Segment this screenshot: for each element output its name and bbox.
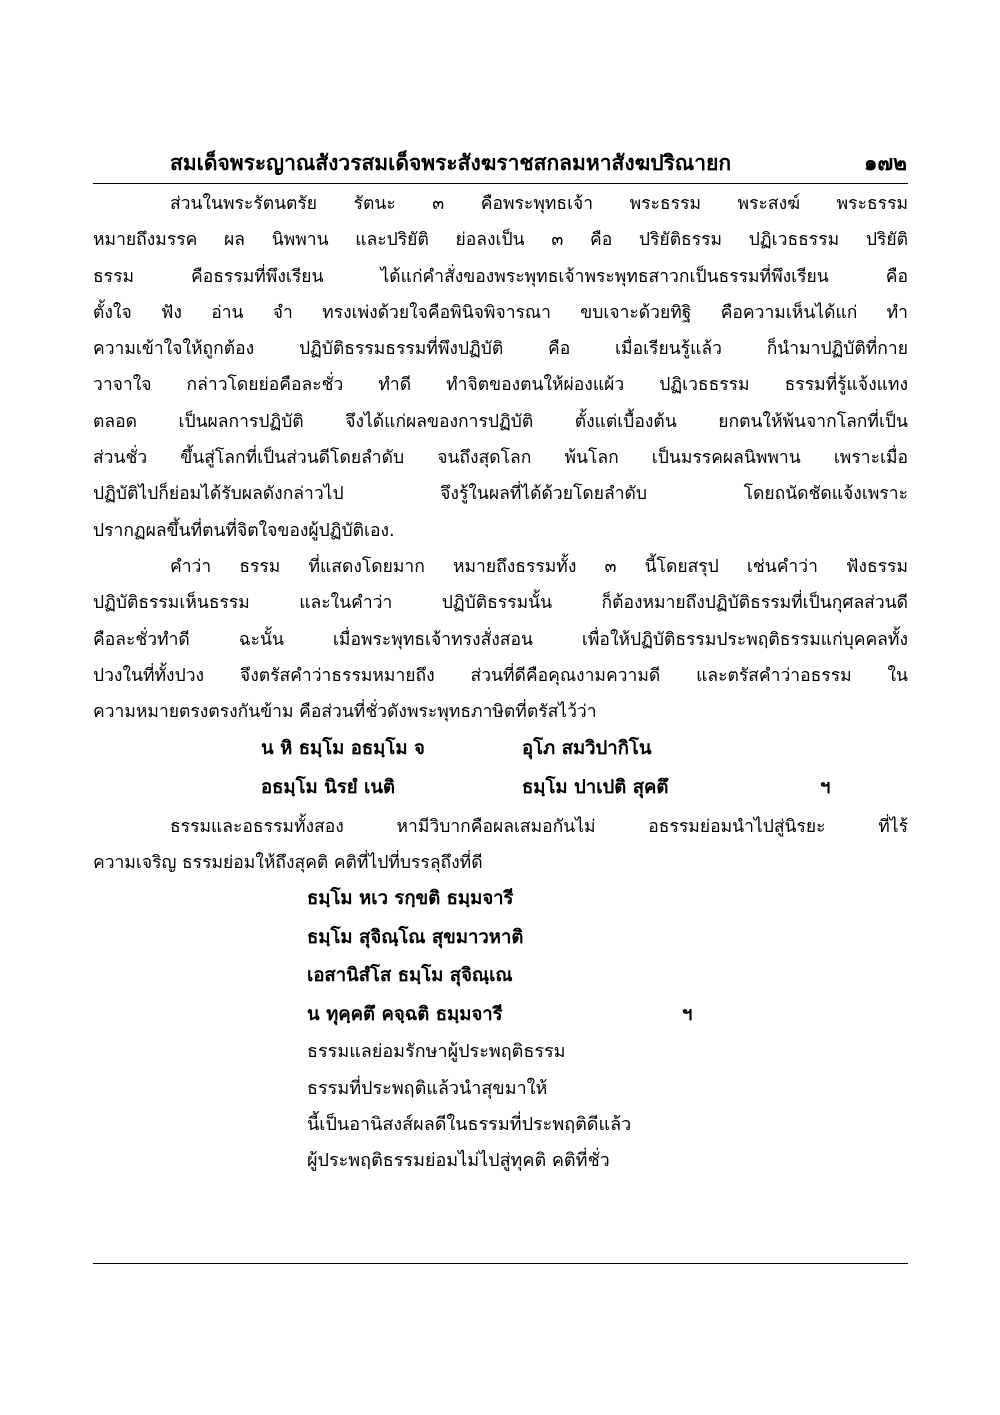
text-line: ธรรม คือธรรมที่พึงเรียน ได้แก่คำสั่งของพระพุทธเจ้าพระพุทธสาวกเป็นธรรมที่พึงเรียน คือ (93, 266, 908, 287)
header-divider (93, 183, 908, 184)
text-line: ความหมายตรงตรงกันข้าม คือส่วนที่ชั่วดังพระพุทธภาษิตที่ตรัสไว้ว่า (93, 702, 597, 723)
translation-line: ธรรมที่ประพฤติแล้วนำสุขมาให้ (307, 1078, 548, 1099)
text-line: หมายถึงมรรค ผล นิพพาน และปริยัติ ย่อลงเป็น ๓ คือ ปริยัติธรรม ปฏิเวธธรรม ปริยัติ (93, 230, 908, 251)
pali-verse-line: เอสานิสํโส ธมฺโม สุจิณฺเณ (307, 965, 513, 986)
text-line: ปฏิบัติไปก็ย่อมได้รับผลดังกล่าวไป จึงรู้ในผลที่ได้ด้วยโดยลำดับ โดยถนัดชัดแจ้งเพราะ (93, 484, 908, 505)
text-line: ปฏิบัติธรรมเห็นธรรม และในคำว่า ปฏิบัติธรรมนั้น ก็ต้องหมายถึงปฏิบัติธรรมที่เป็นกุศลส่วนดี (93, 593, 908, 614)
text-line: ตั้งใจ ฟัง อ่าน จำ ทรงเพ่งด้วยใจคือพินิจพิจารณา ขบเจาะด้วยทิฐิ คือความเห็นได้แก่ ทำ (93, 302, 908, 323)
text-line: ตลอด เป็นผลการปฏิบัติ จึงได้แก่ผลของการปฏิบัติ ตั้งแต่เบื้องต้น ยกตนให้พ้นจากโลกที่เป็น (93, 411, 908, 432)
pali-verse-line: น ทุคฺคตึ คจฺฉติ ธมฺมจารี (307, 1004, 503, 1025)
pali-verse-line (0, 769, 1000, 807)
translation-line: นี้เป็นอานิสงส์ผลดีในธรรมที่ประพฤติดีแล้ว (307, 1114, 632, 1135)
paragraph-1 (93, 186, 908, 549)
verse-hemistich: ธมฺโม ปาเปติ สุคตึ (522, 777, 669, 798)
verse-hemistich: น หิ ธมฺโม อธมฺโม จ (261, 738, 425, 759)
text-line: ส่วนในพระรัตนตรัย รัตนะ ๓ คือพระพุทธเจ้า พระธรรม พระสงฆ์ พระธรรม (170, 194, 908, 214)
text-line: ธรรมและอธรรมทั้งสอง หามีวิบากคือผลเสมอกันไม่ อธรรมย่อมนำไปสู่นิรยะ ที่ไร้ (170, 817, 908, 837)
text-line: ปรากฏผลขึ้นที่ตนที่จิตใจของผู้ปฏิบัติเอง. (93, 520, 395, 541)
pali-verse-line: ธมฺโม หเว รกฺขติ ธมฺมจารี (307, 888, 514, 909)
verse-hemistich: อุโภ สมวิปากิโน (522, 738, 652, 759)
page-number: ๑๗๒ (864, 151, 907, 175)
verse-end-mark: ฯ (820, 777, 831, 798)
text-line: ส่วนชั่ว ขึ้นสู่โลกที่เป็นส่วนดีโดยลำดับ จนถึงสุดโลก พ้นโลก เป็นมรรคผลนิพพาน เพราะเมื่อ (93, 448, 908, 469)
paragraph-2 (93, 549, 908, 730)
footer-divider (93, 1263, 908, 1264)
text-line: วาจาใจ กล่าวโดยย่อคือละชั่ว ทำดี ทำจิตของตนให้ผ่องแผ้ว ปฏิเวธธรรม ธรรมที่รู้แจ้งแทง (93, 375, 908, 396)
verse-end-mark: ฯ (682, 1004, 693, 1025)
page-header (93, 146, 907, 180)
text-line: คำว่า ธรรม ที่แสดงโดยมาก หมายถึงธรรมทั้ง ๓ นี้โดยสรุป เช่นคำว่า ฟังธรรม (170, 557, 908, 577)
translation-line: ผู้ประพฤติธรรมย่อมไม่ไปสู่ทุคติ คติที่ชั่ว (307, 1150, 610, 1171)
pali-verse-line (0, 730, 1000, 768)
text-line: ความเข้าใจให้ถูกต้อง ปฏิบัติธรรมธรรมที่พึงปฏิบัติ คือ เมื่อเรียนรู้แล้ว ก็นำมาปฏิบัติที่กาย (93, 339, 908, 360)
pali-verse-line: ธมฺโม สุจิณฺโณ สุขมาวหาติ (307, 927, 524, 948)
verse-hemistich: อธมฺโม นิรยํ เนติ (261, 777, 396, 798)
paragraph-3 (93, 809, 908, 882)
running-title: สมเด็จพระญาณสังวรสมเด็จพระสังฆราชสกลมหาสังฆปริณายก (170, 151, 732, 175)
translation-line: ธรรมแลย่อมรักษาผู้ประพฤติธรรม (307, 1041, 566, 1062)
text-line: ปวงในที่ทั้งปวง จึงตรัสคำว่าธรรมหมายถึง ส่วนที่ดีคือคุณงามความดี และตรัสคำว่าอธรรม ใน (93, 665, 908, 686)
text-line: ความเจริญ ธรรมย่อมให้ถึงสุคติ คติที่ไปที่บรรลุถึงที่ดี (93, 853, 483, 874)
text-line: คือละชั่วทำดี ฉะนั้น เมื่อพระพุทธเจ้าทรงสั่งสอน เพื่อให้ปฏิบัติธรรมประพฤติธรรมแก่บุคคลทั้ง (93, 629, 908, 650)
